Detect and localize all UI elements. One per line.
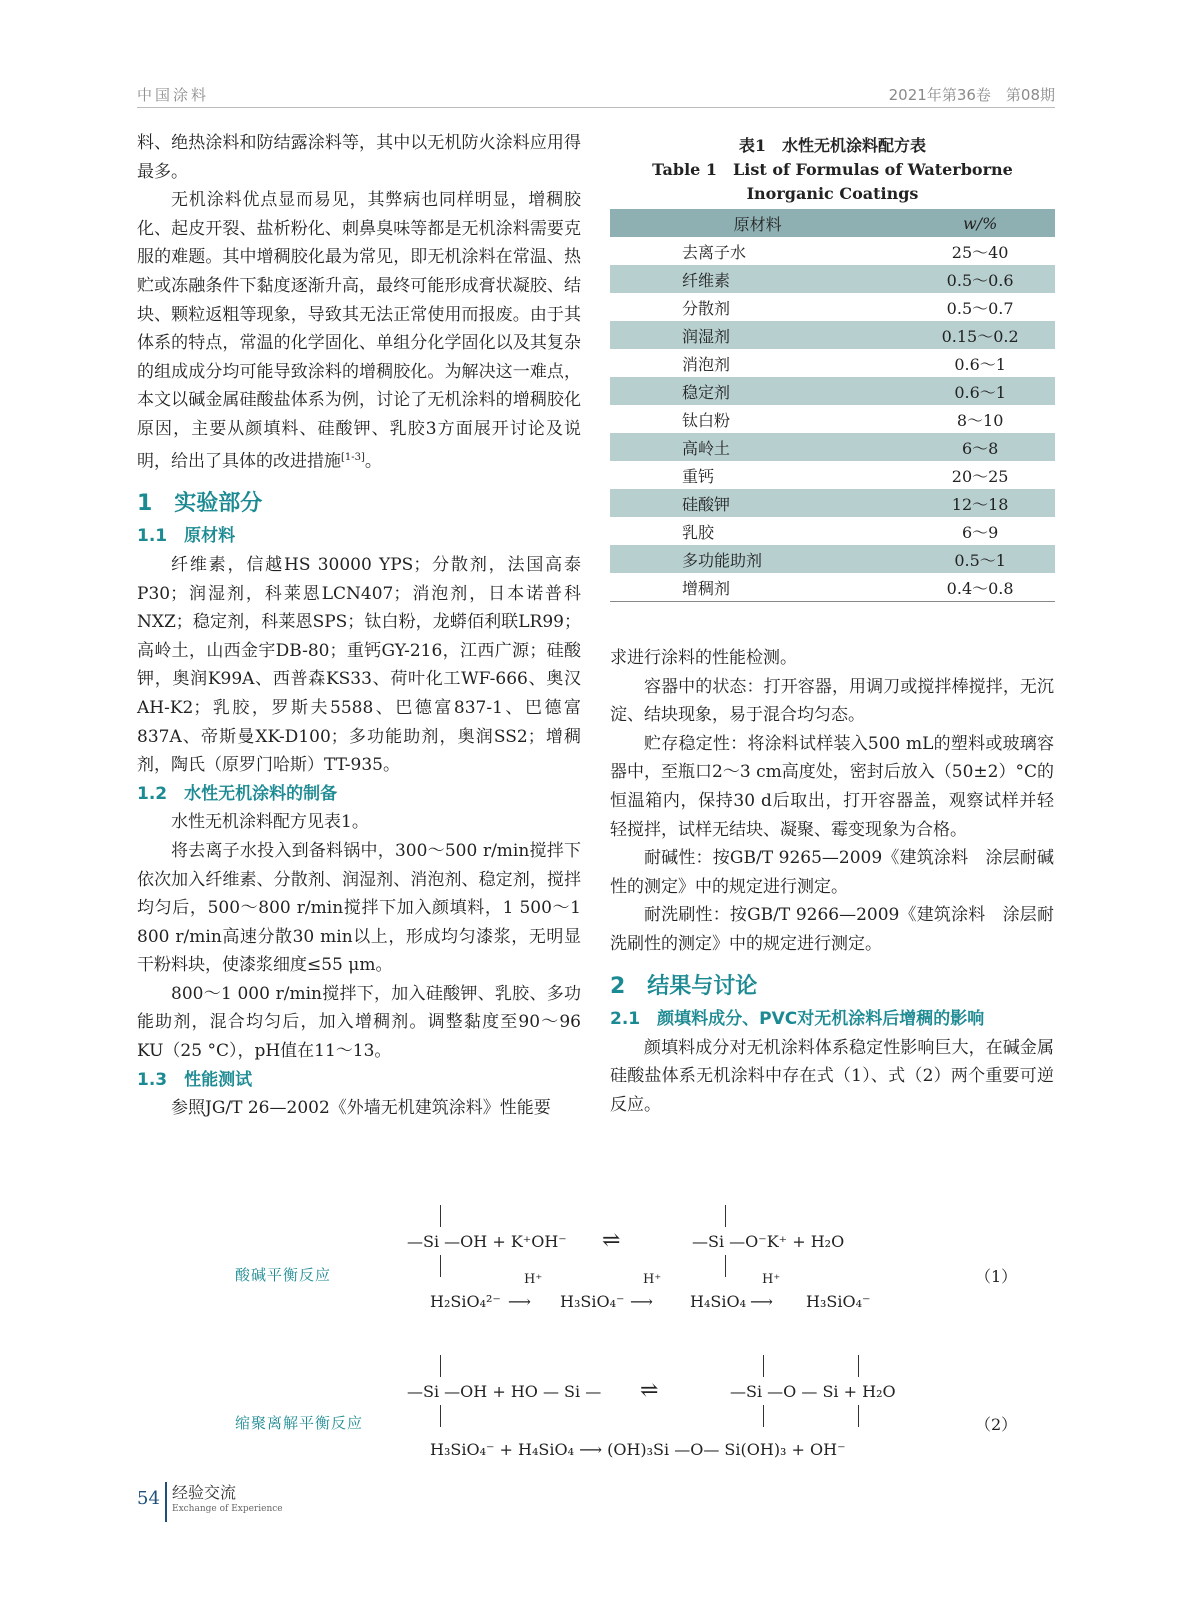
value-cell: 0.6～1 — [905, 377, 1055, 405]
catalyst: H⁺ — [643, 1272, 662, 1287]
value-cell: 0.5～0.6 — [905, 265, 1055, 293]
table-row — [610, 461, 1055, 489]
equation-2-label: 缩聚离解平衡反应 — [235, 1414, 364, 1432]
table-row — [610, 237, 1055, 265]
bond — [440, 1255, 441, 1277]
value-cell: 0.15～0.2 — [905, 321, 1055, 349]
bond — [858, 1405, 859, 1427]
bond — [440, 1205, 441, 1227]
material-cell: 重钙 — [682, 466, 715, 486]
paragraph: 耐碱性：按GB/T 9265—2009《建筑涂料 涂层耐碱性的测定》中的规定进行测定。 — [610, 848, 1054, 897]
material-cell: 高岭土 — [610, 433, 905, 461]
material-cell: 稳定剂 — [610, 377, 905, 405]
table-row — [610, 321, 1055, 349]
material-cell: 润湿剂 — [610, 321, 905, 349]
bond — [763, 1405, 764, 1427]
journal-name: 中国涂料 — [137, 86, 210, 104]
paragraph: 求进行涂料的性能检测。 — [610, 648, 797, 668]
paragraph-text: 无机涂料优点显而易见，其弊病也同样明显，增稠胶化、起皮开裂、盐析粉化、刺鼻臭味等都是无机涂料需要克服的难题。其中增稠胶化最为常见，即无机涂料在常温、热贮或冻融条件下黏度逐渐升高，最终可能形成膏状凝胶、结块、颗粒返粗等现象，导致其无法正常使用而报废。由于其体系的特点，常温的化学固化、单组分化学固化以及其复杂的组成成分均可能导致涂料的增稠胶化。为解决这一难点，本文以碱金属硅酸盐体系为例，讨论了无机涂料的增稠胶化原因，主要从颜填料、硅酸钾、乳胶3方面展开讨论及说明，给出了具体的改进措施 — [137, 190, 581, 472]
equation-1-right: —Si —O⁻K⁺ + H₂O — [692, 1232, 845, 1251]
equation-1-label: 酸碱平衡反应 — [235, 1266, 332, 1284]
material-cell: 硅酸钾 — [610, 489, 905, 517]
bond — [440, 1355, 441, 1377]
table-caption — [610, 134, 1055, 206]
value-cell: 0.5～1 — [905, 545, 1055, 573]
value-cell: 25～40 — [951, 242, 1009, 262]
table-row — [610, 489, 1055, 517]
subsection-heading: 1.2 水性无机涂料的制备 — [137, 783, 338, 804]
subsection-heading: 2.1 颜填料成分、PVC对无机涂料后增稠的影响 — [610, 1009, 985, 1030]
chain-species: H₃SiO₄⁻ — [560, 1292, 625, 1311]
table-row — [610, 517, 1055, 545]
table-row — [610, 265, 1055, 293]
chain-species: H₄SiO₄ — [690, 1292, 746, 1311]
value-cell: 0.4～0.8 — [905, 573, 1055, 602]
paragraph: 颜填料成分对无机涂料体系稳定性影响巨大，在碱金属硅酸盐体系无机涂料中存在式（1）、式（2）两个重要可逆反应。 — [610, 1037, 1054, 1115]
value-cell: 0.5～0.7 — [946, 298, 1014, 318]
table-title-cn: 表1 水性无机涂料配方表 — [738, 136, 927, 155]
material-cell: 钛白粉 — [682, 410, 731, 430]
table-row — [610, 433, 1055, 461]
material-cell: 乳胶 — [682, 522, 715, 542]
equation-2-right: —Si —O — Si + H₂O — [730, 1382, 896, 1401]
paragraph — [137, 186, 581, 476]
value-cell: 20～25 — [951, 466, 1009, 486]
subsection-heading: 1.1 原材料 — [137, 526, 236, 547]
section-name-cn: 经验交流 — [172, 1483, 237, 1502]
value-cell: 0.6～1 — [954, 354, 1006, 374]
bond — [725, 1255, 726, 1277]
material-cell: 消泡剂 — [682, 354, 731, 374]
paragraph: 纤维素，信越HS 30000 YPS；分散剂，法国高泰P30；润湿剂，科莱恩LCN407；消泡剂，日本诺普科NXZ；稳定剂，科莱恩SPS；钛白粉，龙蟒佰利联LR99；高岭土，山西金宇DB-80；重钙GY-216，江西广源；硅酸钾，奥润K99A、西普森KS33、荷叶化工WF-666、奥汉AH-K2；乳胶，罗斯夫5588、巴德富837-1、巴德富837A、帝斯曼XK-D100；多功能助剂，奥润SS2；增稠剂，陶氏（原罗门哈斯）TT-935。 — [137, 554, 581, 776]
equation-1-left: —Si —OH + K⁺OH⁻ — [407, 1232, 567, 1251]
arrow: ⟶ — [630, 1292, 653, 1311]
right-column — [610, 644, 1054, 1120]
page-number: 54 — [137, 1488, 160, 1509]
table-row — [610, 377, 1055, 405]
header-rule — [137, 107, 1055, 108]
value-cell: 6～9 — [961, 522, 999, 542]
material-cell: 纤维素 — [610, 265, 905, 293]
equation-2-left: —Si —OH + HO — Si — — [407, 1382, 602, 1401]
bond — [440, 1405, 441, 1427]
section-heading: 2 结果与讨论 — [610, 973, 758, 999]
paragraph: 800～1 000 r/min搅拌下，加入硅酸钾、乳胶、多功能助剂，混合均匀后，加入增稠剂。调整黏度至90～96 KU（25 °C），pH值在11～13。 — [137, 983, 581, 1062]
paragraph: 容器中的状态：打开容器，用调刀或搅拌棒搅拌，无沉淀、结块现象，易于混合均匀态。 — [610, 676, 1054, 726]
chain-species: H₂SiO₄²⁻ — [430, 1292, 501, 1311]
bond — [858, 1355, 859, 1377]
paragraph: 参照JG/T 26—2002《外墙无机建筑涂料》性能要 — [171, 1098, 551, 1119]
value-cell: 8～10 — [956, 410, 1004, 430]
citation: [1-3] — [341, 451, 365, 463]
equilibrium-arrow: ⇌ — [602, 1228, 621, 1253]
equation-1-number: （1） — [975, 1267, 1018, 1286]
table-row — [610, 293, 1055, 321]
paragraph: 水性无机涂料配方见表1。 — [171, 812, 369, 833]
section-name-en: Exchange of Experience — [172, 1504, 283, 1514]
material-cell: 增稠剂 — [610, 573, 905, 602]
column-header: 原材料 — [610, 209, 905, 237]
equation-2-number: （2） — [975, 1415, 1018, 1434]
material-cell: 多功能助剂 — [610, 545, 905, 573]
formula-table — [610, 209, 1055, 602]
material-cell: 分散剂 — [682, 298, 731, 318]
catalyst: H⁺ — [762, 1272, 781, 1287]
table-row — [610, 573, 1055, 602]
bond — [763, 1355, 764, 1377]
table-row — [610, 405, 1055, 433]
catalyst: H⁺ — [524, 1272, 543, 1287]
paragraph: 料、绝热涂料和防结露涂料等，其中以无机防火涂料应用得最多。 — [137, 133, 581, 182]
table-row — [610, 545, 1055, 573]
left-column — [137, 129, 581, 1123]
arrow: ⟶ — [750, 1292, 773, 1311]
issue-info: 2021年第36卷 第08期 — [888, 86, 1055, 104]
equation-2-bottom: H₃SiO₄⁻ + H₄SiO₄ ⟶ (OH)₃Si —O— Si(OH)₃ + OH⁻ — [430, 1440, 846, 1459]
bond — [725, 1205, 726, 1227]
subsection-heading: 1.3 性能测试 — [137, 1069, 253, 1090]
value-cell: 6～8 — [905, 433, 1055, 461]
table-title-en: Table 1 List of Formulas of Waterborne Inorganic Coatings — [652, 160, 1013, 203]
chain-species: H₃SiO₄⁻ — [806, 1292, 871, 1311]
paragraph: 将去离子水投入到备料锅中，300～500 r/min搅拌下依次加入纤维素、分散剂、润湿剂、消泡剂、稳定剂，搅拌均匀后，500～800 r/min搅拌下加入颜填料，1 500～1 800 r/min高速分散30 min以上，形成均匀漆浆，无明显干粉料块，使漆浆细度≤55 μm。 — [137, 840, 581, 976]
arrow: ⟶ — [508, 1292, 531, 1311]
table-row — [610, 349, 1055, 377]
paragraph: 耐洗刷性：按GB/T 9266—2009《建筑涂料 涂层耐洗刷性的测定》中的规定进行测定。 — [610, 905, 1054, 954]
footer-divider — [165, 1482, 167, 1522]
value-cell: 12～18 — [905, 489, 1055, 517]
column-header: w/% — [905, 209, 1055, 237]
equilibrium-arrow: ⇌ — [640, 1378, 659, 1403]
material-cell: 去离子水 — [682, 242, 747, 262]
section-heading: 1 实验部分 — [137, 490, 263, 516]
punct: 。 — [364, 451, 382, 472]
paragraph: 贮存稳定性：将涂料试样装入500 mL的塑料或玻璃容器中，至瓶口2～3 cm高度处，密封后放入（50±2）°C的恒温箱内，保持30 d后取出，打开容器盖，观察试样并轻轻搅拌，试样无结块、凝聚、霉变现象为合格。 — [610, 733, 1054, 840]
